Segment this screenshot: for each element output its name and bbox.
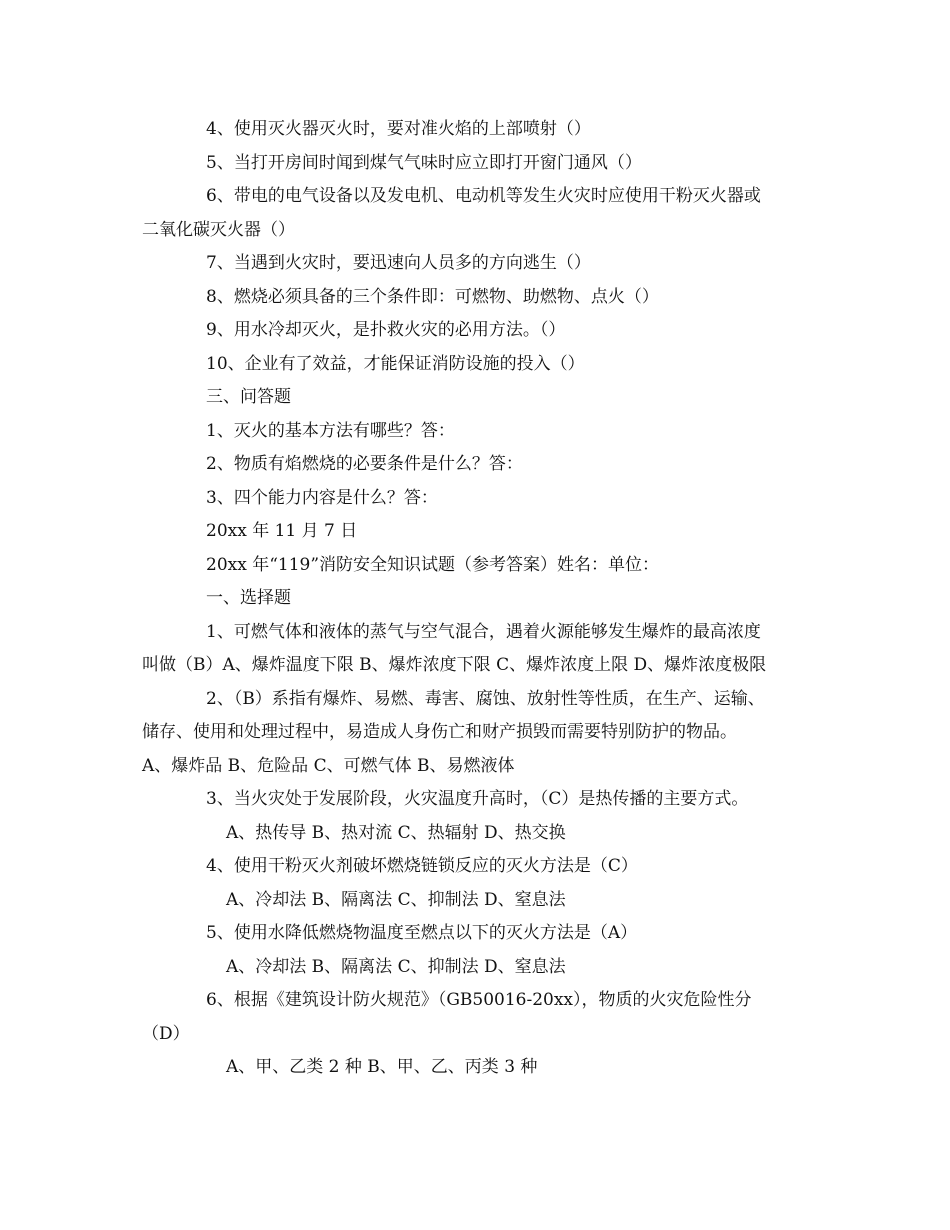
tf-question-9: 9、用水冷却灭火，是扑救火灾的必用方法。（） [206, 320, 566, 340]
document-date: 20xx 年 11 月 7 日 [206, 521, 358, 541]
document-title: 20xx 年“119”消防安全知识试题（参考答案）姓名：单位： [206, 554, 660, 575]
tf-question-4: 4、使用灭火器灭火时，要对准火焰的上部喷射（） [206, 119, 591, 139]
section-heading-choice: 一、选择题 [206, 588, 291, 608]
document-body [142, 113, 822, 1085]
choice-question-6-cont: （D） [142, 1023, 190, 1044]
choice-question-4-options: A、冷却法 B、隔离法 C、抑制法 D、窒息法 [226, 889, 566, 910]
choice-question-2-options: A、爆炸品 B、危险品 C、可燃气体 B、易燃液体 [142, 755, 515, 776]
tf-question-6: 6、带电的电气设备以及发电机、电动机等发生火灾时应使用干粉灭火器或 [206, 186, 761, 206]
tf-question-8: 8、燃烧必须具备的三个条件即：可燃物、助燃物、点火（） [206, 286, 659, 307]
choice-question-4: 4、使用干粉灭火剂破坏燃烧链锁反应的灭火方法是（C） [206, 856, 638, 876]
choice-question-1-cont: 叫做（B）A、爆炸温度下限 B、爆炸浓度下限 C、爆炸浓度上限 D、爆炸浓度极限 [142, 655, 767, 675]
choice-question-3: 3、当火灾处于发展阶段，火灾温度升高时，（C）是热传播的主要方式。 [206, 789, 749, 809]
section-heading-qa: 三、问答题 [206, 387, 291, 407]
choice-question-5: 5、使用水降低燃烧物温度至燃点以下的灭火方法是（A） [206, 923, 638, 943]
qa-question-2: 2、物质有焰燃烧的必要条件是什么？答： [206, 454, 523, 474]
qa-question-1: 1、灭火的基本方法有哪些？答： [206, 420, 455, 441]
tf-question-7: 7、当遇到火灾时，要迅速向人员多的方向逃生（） [206, 253, 591, 273]
tf-question-5: 5、当打开房间时闻到煤气气味时应立即打开窗门通风（） [206, 152, 642, 173]
tf-question-6-cont: 二氧化碳灭火器（） [142, 219, 295, 240]
choice-question-3-options: A、热传导 B、热对流 C、热辐射 D、热交换 [226, 822, 566, 843]
choice-question-2-cont: 储存、使用和处理过程中，易造成人身伤亡和财产损毁而需要特别防护的物品。 [142, 722, 737, 742]
choice-question-1: 1、可燃气体和液体的蒸气与空气混合，遇着火源能够发生爆炸的最高浓度 [206, 621, 761, 642]
qa-question-3: 3、四个能力内容是什么？答： [206, 487, 438, 508]
tf-question-10: 10、企业有了效益，才能保证消防设施的投入（） [206, 353, 585, 374]
choice-question-6-options: A、甲、乙类 2 种 B、甲、乙、丙类 3 种 [226, 1057, 538, 1077]
choice-question-6: 6、根据《建筑设计防火规范》（GB50016-20xx），物质的火灾危险性分 [206, 990, 752, 1010]
choice-question-5-options: A、冷却法 B、隔离法 C、抑制法 D、窒息法 [226, 956, 566, 977]
choice-question-2: 2、（B）系指有爆炸、易燃、毒害、腐蚀、放射性等性质，在生产、运输、 [206, 688, 765, 709]
